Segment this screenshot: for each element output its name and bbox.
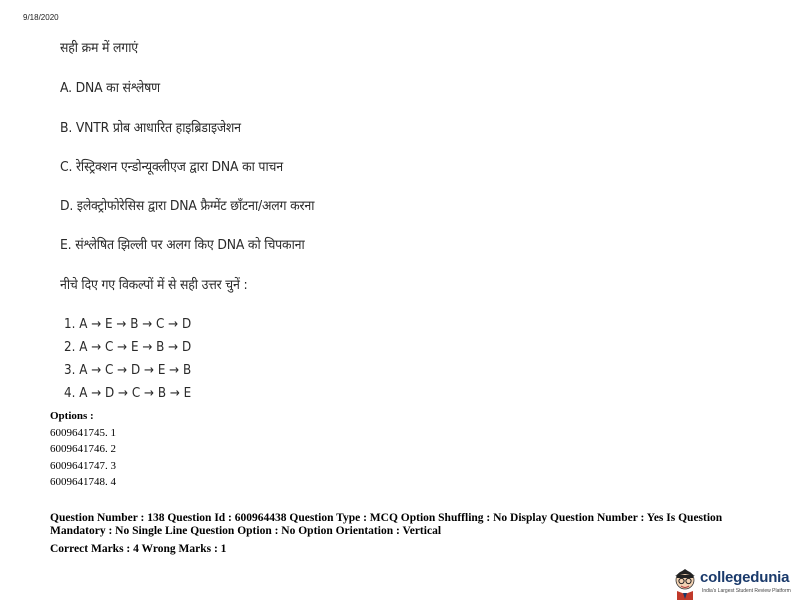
- choice-1: 1. A → E → B → C → D: [64, 317, 192, 332]
- statement-e: E. संश्लेषित झिल्ली पर अलग किए DNA को चिपकाना: [60, 237, 305, 253]
- options-list: [50, 408, 116, 491]
- statement-b: B. VNTR प्रोब आधारित हाइब्रिडाइजेशन: [60, 120, 241, 136]
- statement-c: C. रेस्ट्रिक्शन एन्डोन्यूक्लीएज द्वारा DNA का पाचन: [60, 159, 283, 175]
- brand-tagline: India's Largest Student Review Platform: [702, 588, 791, 594]
- option-item: 6009641748. 4: [50, 476, 116, 488]
- print-date: 9/18/2020: [23, 13, 59, 22]
- statement-a: A. DNA का संश्लेषण: [60, 80, 160, 96]
- question-instruction: सही क्रम में लगाएं: [60, 40, 138, 56]
- mascot-icon: [672, 566, 698, 600]
- statement-d: D. इलेक्ट्रोफोरेसिस द्वारा DNA फ्रैग्मेंट छाँटना/अलग करना: [60, 198, 315, 214]
- option-item: 6009641747. 3: [50, 459, 116, 472]
- collegedunia-logo: [672, 566, 791, 602]
- question-details: Question Number : 138 Question Id : 600964438 Question Type : MCQ Option Shuffling : No Display Question Number : Yes Is Question Mandatory : No Single Line Question Option : No Option Orientation : Vertical: [50, 512, 723, 537]
- choice-3: 3. A → C → D → E → B: [64, 363, 192, 378]
- choice-2: 2. A → C → E → B → D: [64, 340, 192, 355]
- marks-info: Correct Marks : 4 Wrong Marks : 1: [50, 543, 227, 555]
- option-item: 6009641745. 1: [50, 426, 116, 439]
- choice-4: 4. A → D → C → B → E: [64, 386, 192, 401]
- question-prompt: नीचे दिए गए विकल्पों में से सही उत्तर चुनें :: [60, 277, 248, 293]
- brand-name: collegedunia: [700, 569, 790, 586]
- option-item: 6009641746. 2: [50, 443, 116, 455]
- options-label: Options :: [50, 410, 94, 422]
